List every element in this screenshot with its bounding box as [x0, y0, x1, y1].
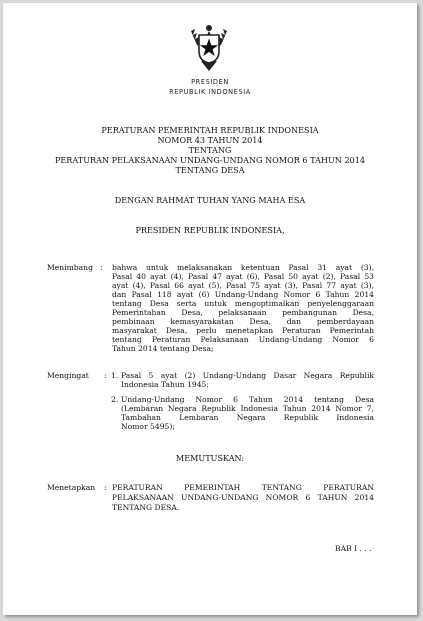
menimbang-line-2: Pasal 40 ayat (4), Pasal 47 ayat (6), Pasal 50 ayat (2), Pasal 53 [112, 272, 374, 281]
mengingat-item-1-line-2: Indonesia Tahun 1945; [121, 380, 209, 389]
emblem-caption-line1: PRESIDEN [191, 78, 229, 86]
blessing-line: DENGAN RAHMAT TUHAN YANG MAHA ESA [114, 195, 306, 205]
mengingat-item-1-line-1: Pasal 5 ayat (2) Undang-Undang Dasar Negara Republik [121, 371, 374, 380]
menimbang-line-6: Pemerintahan Desa, pelaksanaan pembangunan Desa, [112, 308, 374, 317]
title-line-3: TENTANG [188, 145, 232, 155]
menetapkan-line-2: PELAKSANAAN UNDANG-UNDANG NOMOR 6 TAHUN 2014 [112, 493, 374, 502]
menetapkan-colon: : [104, 483, 107, 492]
menimbang-line-10: Tahun 2014 tentang Desa; [112, 344, 214, 353]
menimbang-line-3: ayat (4), Pasal 66 ayat (5), Pasal 75 ayat (3), Pasal 77 ayat (3), [112, 281, 374, 290]
president-line: PRESIDEN REPUBLIK INDONESIA, [135, 225, 285, 235]
menetapkan-line-3: TENTANG DESA. [112, 503, 180, 512]
mengingat-item-2-line-2: (Lembaran Negara Republik Indonesia Tahun 2014 Nomor 7, [121, 404, 374, 413]
menimbang-line-4: dan Pasal 118 ayat (6) Undang-Undang Nomor 6 Tahun 2014 [112, 290, 374, 299]
mengingat-item-2-line-1: Undang-Undang Nomor 6 Tahun 2014 tentang Desa [121, 395, 374, 404]
mengingat-item-2-number: 2. [111, 395, 119, 404]
menimbang-line-5: tentang Desa serta untuk mengoptimalkan penyelenggaraan [112, 299, 374, 308]
menetapkan-label: Menetapkan [47, 483, 96, 492]
mengingat-label: Mengingat [47, 371, 89, 380]
memutuskan-heading: MEMUTUSKAN: [175, 453, 245, 463]
emblem-caption-line2: REPUBLIK INDONESIA [169, 88, 251, 96]
title-line-1: PERATURAN PEMERINTAH REPUBLIK INDONESIA [101, 125, 319, 135]
document-page [3, 3, 417, 615]
mengingat-item-1-number: 1. [111, 371, 119, 380]
garuda-emblem-icon [187, 21, 231, 73]
menetapkan-line-1: PERATURAN PEMERINTAH TENTANG PERATURAN [112, 483, 374, 492]
menimbang-line-1: bahwa untuk melaksanakan ketentuan Pasal 31 ayat (3), [112, 263, 374, 272]
title-line-5: TENTANG DESA [175, 165, 245, 175]
menimbang-colon: : [100, 263, 103, 272]
mengingat-colon: : [104, 371, 107, 380]
menimbang-label: Menimbang [47, 263, 93, 272]
menimbang-line-8: masyarakat Desa, perlu menetapkan Peraturan Pemerintah [112, 326, 374, 335]
menimbang-line-9: tentang Peraturan Pelaksanaan Undang-Undang Nomor 6 [112, 335, 374, 344]
title-line-2: NOMOR 43 TAHUN 2014 [157, 135, 263, 145]
mengingat-item-2-line-3: Tambahan Lembaran Negara Republik Indonesia [121, 413, 374, 422]
menimbang-line-7: pembinaan kemasyarakatan Desa, dan pemberdayaan [112, 317, 374, 326]
title-line-4: PERATURAN PELAKSANAAN UNDANG-UNDANG NOMOR 6 TAHUN 2014 [54, 155, 366, 165]
next-page-marker: BAB I . . . [335, 544, 372, 553]
mengingat-item-2-line-4: Nomor 5495); [121, 422, 175, 431]
